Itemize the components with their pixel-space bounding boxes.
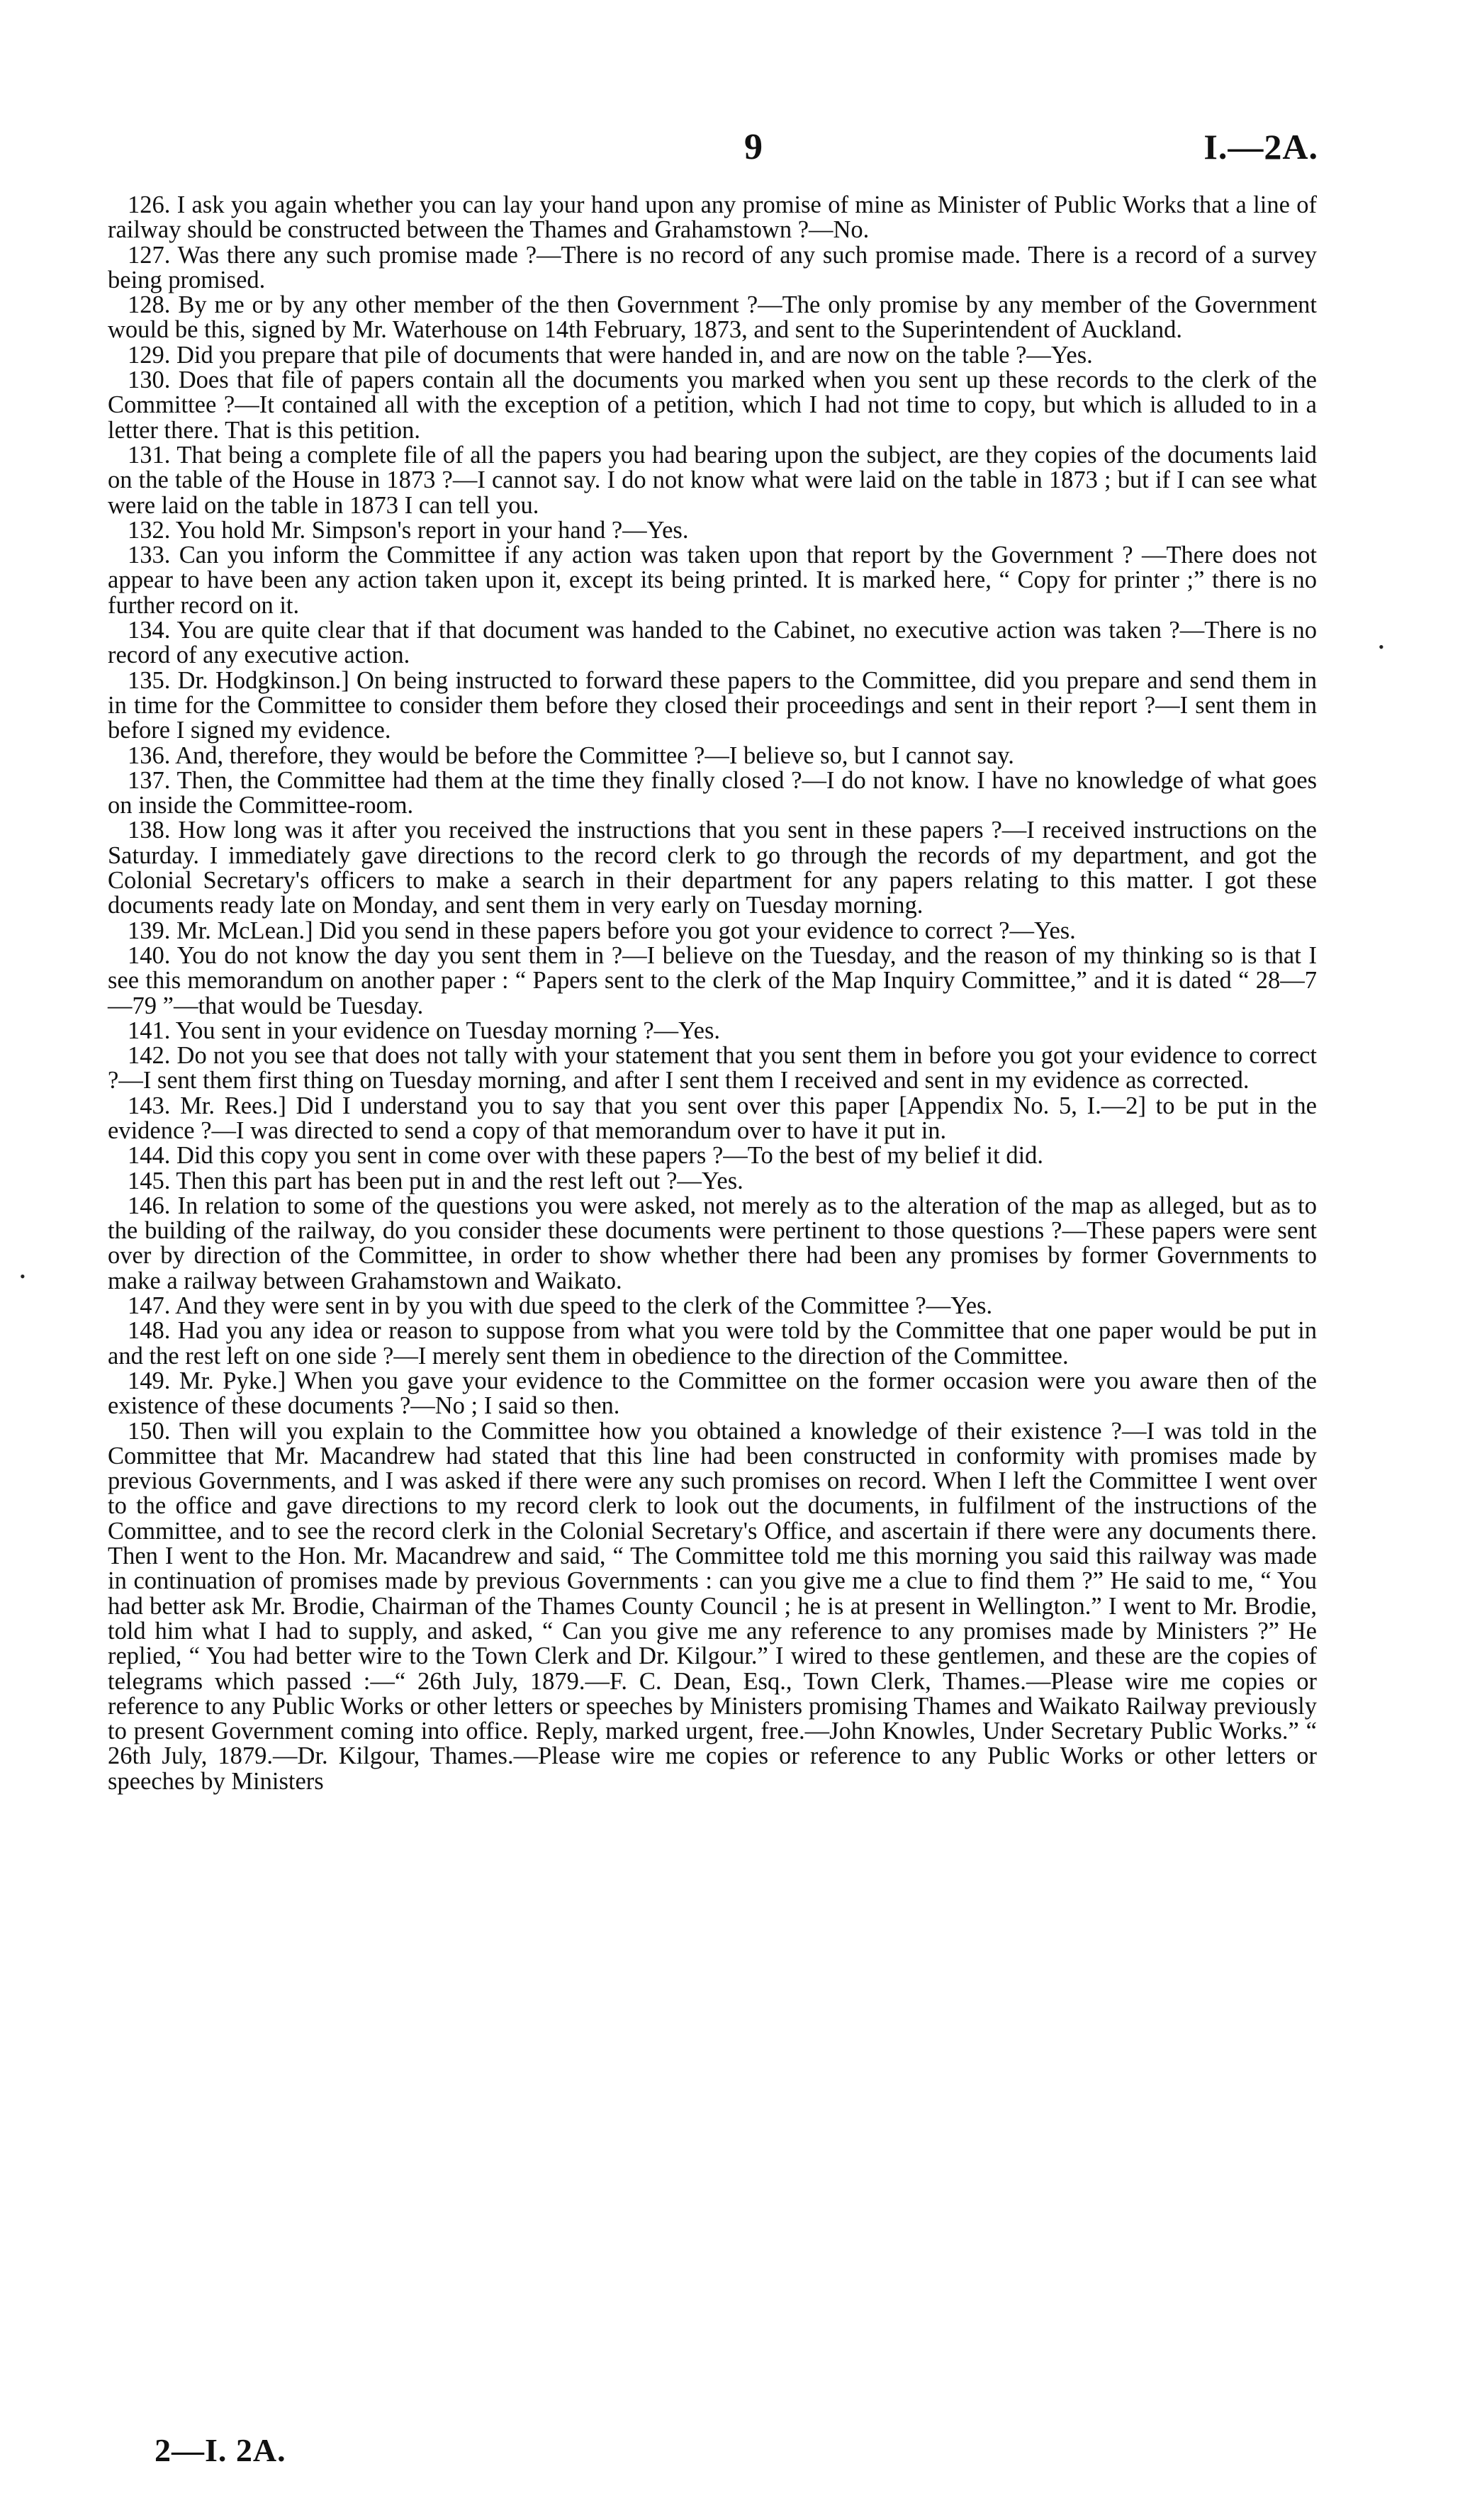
- question-paragraph: 131. That being a complete file of all the papers you had bearing upon the subject, are they copies of the documents laid on the table of the House in 1873 ?—I cannot say. I do not know what were laid on the table in 1873 ; but if I can see what were laid on the table in 1873 I can tell you.: [108, 441, 1317, 519]
- question-paragraph: 133. Can you inform the Committee if any action was taken upon that report by the Government ? —There does not appear to have been any action taken upon it, except its being printed. It is marked here, “ Copy for printer ;” there is no further record on it.: [108, 542, 1317, 619]
- question-paragraph: 143. Mr. Rees.] Did I understand you to say that you sent over this paper [Appendix No. 5, I.—2] to be put in the evidence ?—I was directed to send a copy of that memorandum over to have it put in.: [108, 1092, 1317, 1144]
- question-paragraph: 148. Had you any idea or reason to suppose from what you were told by the Committee that one paper would be put in and the rest left on one side ?—I merely sent them in obedience to the direction of the Committee.: [108, 1317, 1317, 1370]
- question-paragraph: 129. Did you prepare that pile of documents that were handed in, and are now on the table ?—Yes.: [128, 341, 1093, 369]
- question-paragraph: 145. Then this part has been put in and the rest left out ?—Yes.: [128, 1167, 743, 1194]
- question-paragraph: 139. Mr. McLean.] Did you send in these papers before you got your evidence to correct ?—Yes.: [128, 917, 1076, 944]
- question-paragraph: 149. Mr. Pyke.] When you gave your evidence to the Committee on the former occasion were you aware then of the existence of these documents ?—No ; I said so then.: [108, 1367, 1317, 1420]
- page-header: [106, 126, 1318, 176]
- margin-mark: •: [1379, 638, 1384, 656]
- question-paragraph: 132. You hold Mr. Simpson's report in your hand ?—Yes.: [128, 516, 689, 544]
- question-paragraph: 150. Then will you explain to the Committee how you obtained a knowledge of their existence ?—I was told in the Committee that Mr. Macandrew had stated that this line had been constructed in conformity with promises made by previous Governments, and I was asked if there were any such promises on record. When I left the Committee I went over to the office and gave directions to my record clerk to look out the documents, in fulfilment of the instructions of the Committee, and to see the record clerk in the Colonial Secretary's Office, and ascertain if there were any documents there. Then I went to the Hon. Mr. Macandrew and said, “ The Committee told me this morning you said this railway was made in continuation of promises made by previous Governments : can you give me a clue to find them ?” He said to me, “ You had better ask Mr. Brodie, Chairman of the Thames County Council ; he is at present in Wellington.” I went to Mr. Brodie, told him what I had to supply, and asked, “ Can you give me any reference to any promises made by Ministers ?” He replied, “ You had better wire to the Town Clerk and Dr. Kilgour.” I wired to these gentlemen, and these are the copies of telegrams which passed :—“ 26th July, 1879.—F. C. Dean, Esq., Town Clerk, Thames.—Please wire me copies or reference to any Public Works or other letters or speeches by Ministers promising Thames and Waikato Railway previously to present Government coming into office. Reply, marked urgent, free.—John Knowles, Under Secretary Public Works.” “ 26th July, 1879.—Dr. Kilgour, Thames.—Please wire me copies or reference to any Public Works or other letters or speeches by Ministers: [108, 1417, 1317, 1795]
- question-paragraph: 134. You are quite clear that if that document was handed to the Cabinet, no executive action was taken ?—There is no record of any executive action.: [108, 617, 1317, 669]
- question-paragraph: 126. I ask you again whether you can lay your hand upon any promise of mine as Minister of Public Works that a line of railway should be constructed between the Thames and Grahamstown ?—No.: [108, 191, 1317, 244]
- question-paragraph: 138. How long was it after you received the instructions that you sent in these papers ?—I received instructions on the Saturday. I immediately gave directions to the record clerk to go through the records of my department, and got the Colonial Secretary's officers to make a search in their department for any papers relating to this matter. I got these documents ready late on Monday, and sent them in very early on Tuesday morning.: [108, 817, 1317, 919]
- question-paragraph: 128. By me or by any other member of the then Government ?—The only promise by any member of the Government would be this, signed by Mr. Waterhouse on 14th February, 1873, and sent to the Superintendent of Auckland.: [108, 291, 1317, 344]
- question-paragraph: 142. Do not you see that does not tally with your statement that you sent them in before you got your evidence to correct ?—I sent them first thing on Tuesday morning, and after I sent them I received and sent in my evidence as corrected.: [108, 1042, 1317, 1094]
- question-paragraph: 127. Was there any such promise made ?—There is no record of any such promise made. There is a record of a survey being promised.: [108, 241, 1317, 293]
- signature-mark: 2—I. 2A.: [155, 2432, 286, 2468]
- question-paragraph: 135. Dr. Hodgkinson.] On being instructed to forward these papers to the Committee, did you prepare and send them in in time for the Committee to consider them before they closed their proceedings and sent in their report ?—I sent them in before I signed my evidence.: [108, 666, 1317, 744]
- question-paragraph: 144. Did this copy you sent in come over with these papers ?—To the best of my belief it did.: [128, 1142, 1044, 1170]
- question-paragraph: 136. And, therefore, they would be before the Committee ?—I believe so, but I cannot say.: [128, 741, 1014, 769]
- paper-reference: I.—2A.: [1203, 127, 1318, 167]
- question-paragraph: 137. Then, the Committee had them at the time they finally closed ?—I do not know. I have no knowledge of what goes on inside the Committee-room.: [108, 766, 1317, 819]
- page-number: 9: [744, 127, 763, 167]
- body-text: [108, 193, 1317, 1794]
- question-paragraph: 140. You do not know the day you sent them in ?—I believe on the Tuesday, and the reason of my thinking so is that I see this memorandum on another paper : “ Papers sent to the clerk of the Map Inquiry Committee,” and it is dated “ 28—7—79 ”—that would be Tuesday.: [108, 941, 1317, 1019]
- question-paragraph: 141. You sent in your evidence on Tuesday morning ?—Yes.: [128, 1017, 721, 1044]
- question-paragraph: 147. And they were sent in by you with due speed to the clerk of the Committee ?—Yes.: [128, 1292, 993, 1320]
- margin-mark: •: [20, 1267, 26, 1285]
- question-paragraph: 146. In relation to some of the questions you were asked, not merely as to the alteration of the map as alleged, but as to the building of the railway, do you consider these documents were pertinent to those questions ?—These papers were sent over by direction of the Committee, in order to show whether there had been any promises by former Governments to make a railway between Grahamstown and Waikato.: [108, 1192, 1317, 1294]
- question-paragraph: 130. Does that file of papers contain all the documents you marked when you sent up these records to the clerk of the Committee ?—It contained all with the exception of a petition, which I had not time to copy, but which is alluded to in a letter there. That is this petition.: [108, 366, 1317, 444]
